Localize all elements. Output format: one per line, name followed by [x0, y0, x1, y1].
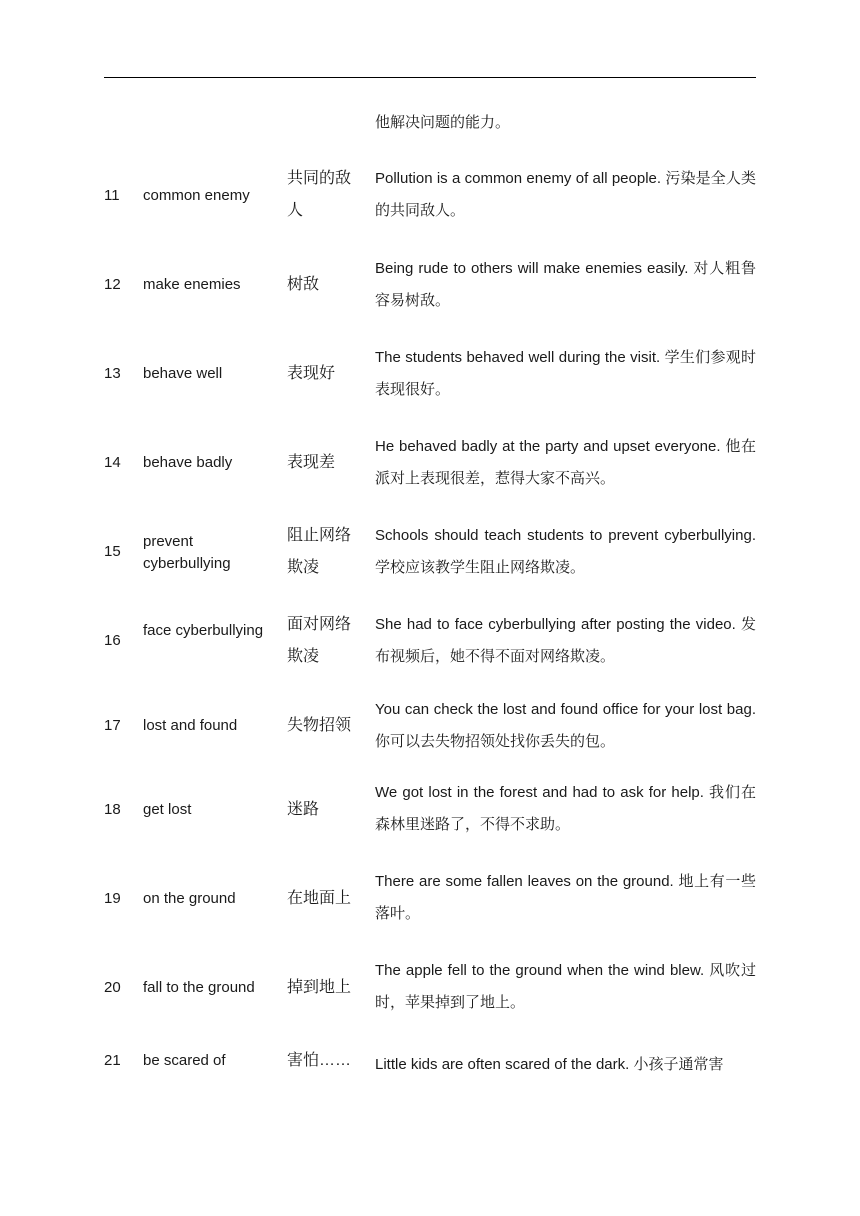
example-sentence: Being rude to others will make enemies easily. 对人粗鲁容易树敌。	[375, 260, 756, 309]
phrase: lost and found	[143, 717, 238, 734]
phrase: face cyberbullying	[143, 622, 264, 639]
row-number: 14	[104, 454, 121, 471]
chinese-meaning: 树敌	[287, 276, 320, 293]
phrase: fall to the ground	[143, 979, 255, 996]
phrase: be scared of	[143, 1052, 226, 1069]
row-number: 20	[104, 979, 121, 996]
phrase: behave well	[143, 365, 223, 382]
example-sentence: There are some fallen leaves on the ground. 地上有一些落叶。	[375, 873, 756, 922]
example-sentence: He behaved badly at the party and upset everyone. 他在派对上表现很差，惹得大家不高兴。	[375, 438, 756, 487]
continuation-text: 他解决问题的能力。	[375, 114, 511, 131]
chinese-meaning: 共同的敌人	[287, 170, 352, 219]
row-number: 16	[104, 632, 121, 649]
phrase: get lost	[143, 801, 192, 818]
header-rule	[104, 77, 756, 78]
chinese-meaning: 迷路	[287, 801, 320, 818]
example-sentence: We got lost in the forest and had to ask for help. 我们在森林里迷路了，不得不求助。	[375, 784, 756, 833]
row-number: 12	[104, 276, 121, 293]
chinese-meaning: 面对网络欺凌	[287, 616, 352, 665]
row-number: 15	[104, 543, 121, 560]
row-number: 18	[104, 801, 121, 818]
phrase: common enemy	[143, 187, 250, 204]
row-number: 19	[104, 890, 121, 907]
example-sentence: The apple fell to the ground when the wind blew. 风吹过时，苹果掉到了地上。	[375, 962, 756, 1011]
row-number: 13	[104, 365, 121, 382]
row-number: 21	[104, 1052, 121, 1069]
example-sentence: She had to face cyberbullying after posting the video. 发布视频后，她不得不面对网络欺凌。	[375, 616, 756, 665]
example-sentence: Little kids are often scared of the dark. 小孩子通常害	[375, 1056, 724, 1073]
chinese-meaning: 害怕……	[287, 1052, 352, 1069]
example-sentence: Schools should teach students to prevent cyberbullying. 学校应该教学生阻止网络欺凌。	[375, 527, 756, 576]
phrase: behave badly	[143, 454, 233, 471]
chinese-meaning: 表现差	[287, 454, 336, 471]
chinese-meaning: 在地面上	[287, 890, 352, 907]
example-sentence: The students behaved well during the visit. 学生们参观时表现很好。	[375, 349, 756, 398]
phrase: prevent cyberbullying	[143, 533, 231, 572]
example-sentence: Pollution is a common enemy of all people. 污染是全人类的共同敌人。	[375, 170, 756, 219]
chinese-meaning: 阻止网络欺凌	[287, 527, 352, 576]
row-number: 17	[104, 717, 121, 734]
phrase: make enemies	[143, 276, 241, 293]
chinese-meaning: 掉到地上	[287, 979, 352, 996]
phrase: on the ground	[143, 890, 236, 907]
chinese-meaning: 表现好	[287, 365, 336, 382]
chinese-meaning: 失物招领	[287, 717, 352, 734]
example-sentence: You can check the lost and found office for your lost bag. 你可以去失物招领处找你丢失的包。	[375, 701, 756, 750]
row-number: 11	[104, 187, 120, 204]
